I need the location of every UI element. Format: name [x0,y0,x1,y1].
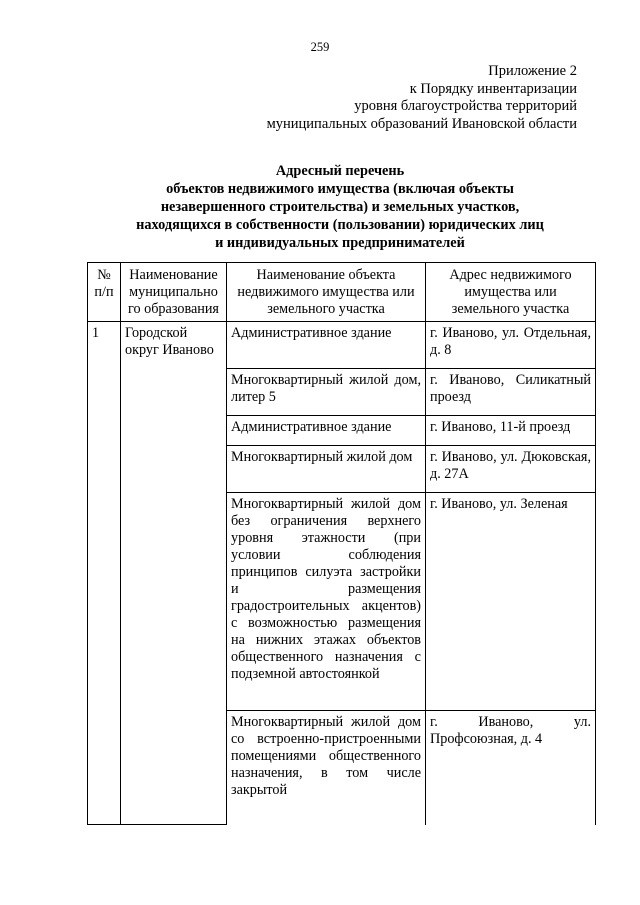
header-municipality: Наименование муниципально го образования [121,263,227,322]
object-name: Многоквартирный жилой дом [227,446,426,493]
title-line: Адресный перечень [275,163,405,179]
object-address: г. Иваново, ул. Дюковская, д. 27А [426,446,596,493]
object-address: г. Иваново, Силикатный проезд [426,369,596,416]
municipality-name: Городской округ Иваново [121,322,227,825]
header-object: Наименование объекта недвижимого имущества или земельного участка [227,263,426,322]
appendix-line: к Порядку инвентаризации [409,80,577,97]
page-number: 259 [310,40,330,54]
object-address: г. Иваново, ул. Зеленая [426,493,596,711]
object-name: Административное здание [227,322,426,369]
object-name: Многоквартирный жилой дом со встроенно-пристроенными помещениями общественного назначения, в том числе закрытой [227,711,426,825]
header-number: № п/п [88,263,121,322]
object-address: г. Иваново, ул. Отдельная, д. 8 [426,322,596,369]
object-address: г. Иваново, 11-й проезд [426,416,596,446]
table-header-row [88,263,596,322]
appendix-line: муниципальных образований Ивановской области [266,115,577,132]
object-name: Многоквартирный жилой дом без ограничения верхнего уровня этажности (при условии соблюдения принципов силуэта застройки и размещения градостроительных акцентов) с возможностью размещения на нижних этажах объектов общественного назначения с подземной автостоянкой [227,493,426,711]
header-address: Адрес недвижимого имущества или земельного участка [426,263,596,322]
title-line: находящихся в собственности (пользовании) юридических лиц [136,217,544,233]
appendix-header [267,63,577,133]
title-line: объектов недвижимого имущества (включая объекты [166,181,514,197]
appendix-line: уровня благоустройства территорий [354,98,577,114]
object-name: Многоквартирный жилой дом, литер 5 [227,369,426,416]
title-line: незавершенного строительства) и земельных участков, [160,199,520,215]
table-row [88,322,596,369]
document-title [60,162,620,252]
property-list-table [87,262,596,825]
title-line: и индивидуальных предпринимателей [215,235,465,251]
row-number: 1 [88,322,121,825]
object-address: г. Иваново, ул. Профсоюзная, д. 4 [426,711,596,825]
appendix-line: Приложение 2 [488,63,577,79]
object-name: Административное здание [227,416,426,446]
